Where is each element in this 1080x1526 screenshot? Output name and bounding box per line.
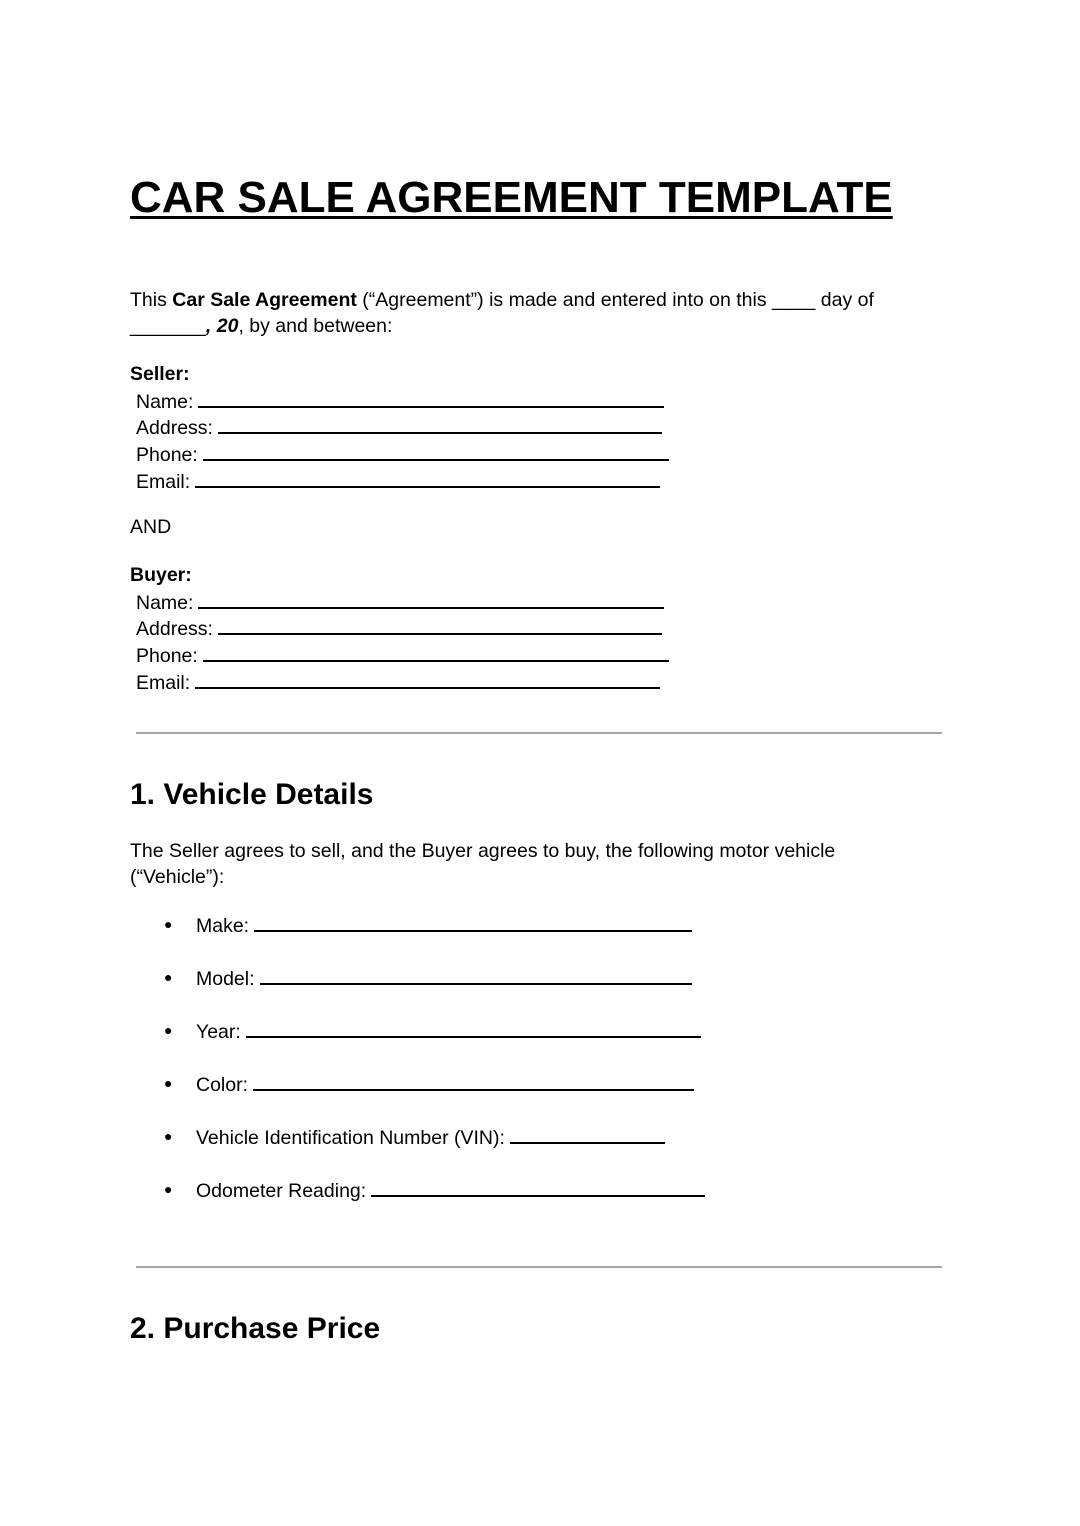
seller-name-field[interactable]: [136, 388, 664, 414]
field-blank[interactable]: [218, 615, 662, 635]
field-blank[interactable]: [371, 1177, 705, 1197]
divider: [136, 732, 942, 734]
bullet-icon: ●: [164, 1181, 173, 1197]
field-label: Year:: [196, 1021, 241, 1043]
buyer-name-field[interactable]: [136, 589, 664, 615]
bullet-icon: ●: [164, 1022, 173, 1038]
field-label: Color:: [196, 1074, 249, 1096]
document-title: CAR SALE AGREEMENT TEMPLATE: [130, 173, 893, 222]
field-blank[interactable]: [198, 388, 664, 408]
field-blank[interactable]: [195, 669, 660, 689]
bullet-icon: ●: [164, 969, 173, 985]
field-blank[interactable]: [253, 1071, 694, 1091]
field-blank[interactable]: [246, 1018, 701, 1038]
field-blank[interactable]: [254, 912, 692, 932]
vehicle-model-field[interactable]: [196, 965, 692, 991]
section-1-para-line-2: (“Vehicle”):: [130, 866, 225, 888]
seller-heading: Seller:: [130, 363, 190, 385]
seller-email-field[interactable]: [136, 468, 660, 494]
seller-phone-field[interactable]: [136, 441, 669, 467]
field-label: Name:: [136, 391, 194, 413]
month-blank: _______: [130, 315, 206, 337]
bullet-icon: ●: [164, 1128, 173, 1144]
agreement-name: Car Sale Agreement: [172, 289, 357, 311]
intro-text: This: [130, 289, 173, 311]
vehicle-year-field[interactable]: [196, 1018, 701, 1044]
field-blank[interactable]: [195, 468, 660, 488]
vehicle-odometer-field[interactable]: [196, 1177, 705, 1203]
buyer-email-field[interactable]: [136, 669, 660, 695]
field-blank[interactable]: [198, 589, 664, 609]
section-2-heading: 2. Purchase Price: [130, 1312, 381, 1345]
field-label: Address:: [136, 618, 213, 640]
field-label: Phone:: [136, 444, 198, 466]
bullet-icon: ●: [164, 1075, 173, 1091]
vehicle-color-field[interactable]: [196, 1071, 694, 1097]
seller-address-field[interactable]: [136, 414, 662, 440]
field-label: Phone:: [136, 645, 198, 667]
intro-text-post: (“Agreement”) is made and entered into on this ____ day of: [356, 289, 874, 311]
field-label: Model:: [196, 968, 255, 990]
buyer-address-field[interactable]: [136, 615, 662, 641]
divider: [136, 1266, 942, 1268]
field-blank[interactable]: [260, 965, 692, 985]
field-label: Email:: [136, 471, 191, 493]
section-1-para-line-1: The Seller agrees to sell, and the Buyer agrees to buy, the following motor vehicle: [130, 840, 836, 862]
vehicle-make-field[interactable]: [196, 912, 692, 938]
field-label: Odometer Reading:: [196, 1180, 367, 1202]
intro-line-2: [130, 314, 392, 338]
year-prefix: , 20: [205, 315, 239, 337]
field-label: Make:: [196, 915, 250, 937]
buyer-phone-field[interactable]: [136, 642, 669, 668]
and-label: AND: [130, 516, 172, 538]
field-blank[interactable]: [203, 441, 669, 461]
field-label: Email:: [136, 672, 191, 694]
intro-line-1: [130, 288, 874, 312]
bullet-icon: ●: [164, 916, 173, 932]
field-label: Name:: [136, 592, 194, 614]
field-label: Address:: [136, 417, 213, 439]
section-1-heading: 1. Vehicle Details: [130, 778, 374, 811]
intro-text-end: , by and between:: [238, 315, 393, 337]
field-blank[interactable]: [203, 642, 669, 662]
field-blank[interactable]: [218, 414, 662, 434]
vehicle-vin-field[interactable]: [196, 1124, 665, 1150]
field-blank[interactable]: [510, 1124, 665, 1144]
field-label: Vehicle Identification Number (VIN):: [196, 1127, 505, 1149]
buyer-heading: Buyer:: [130, 564, 192, 586]
